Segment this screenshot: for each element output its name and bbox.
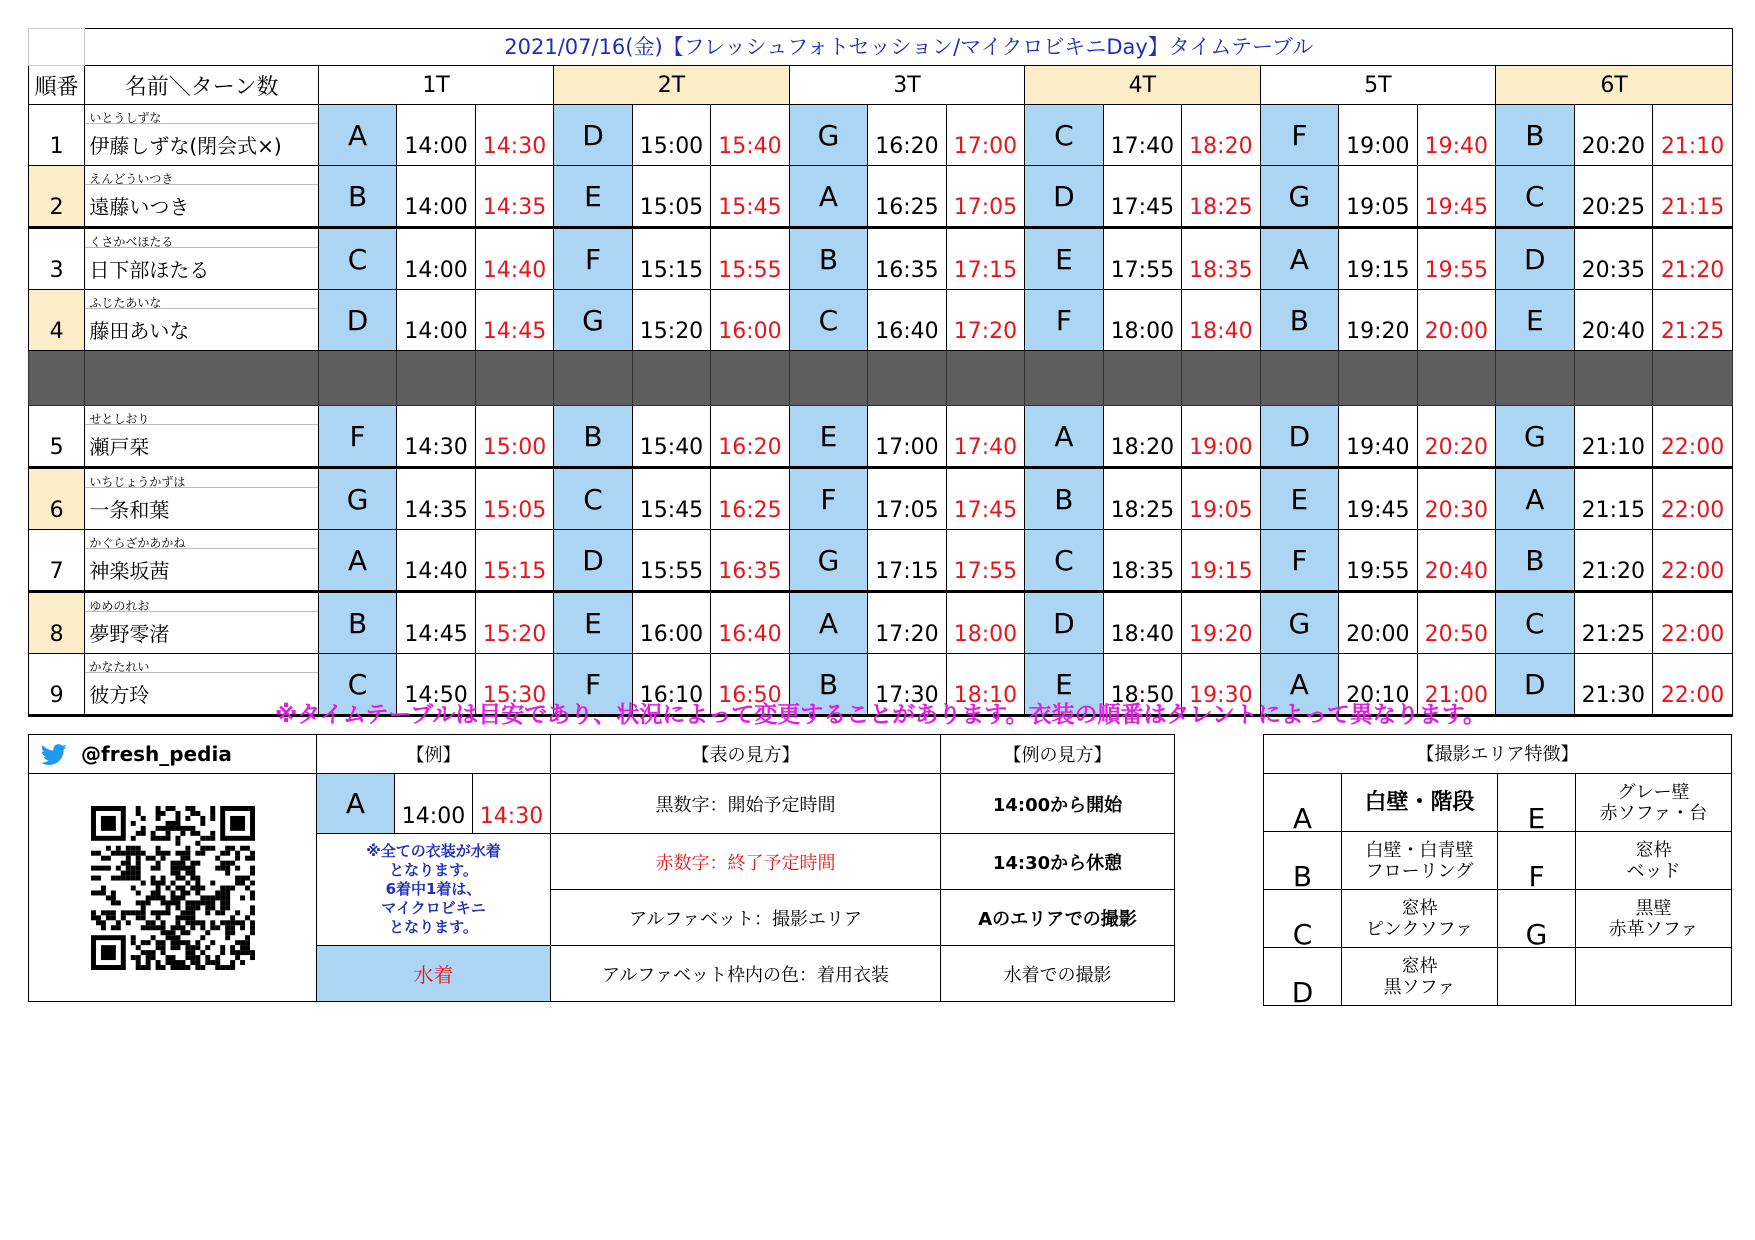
area-desc-line: 赤ソファ・台 [1599,802,1708,824]
start-time: 20:00 [1339,592,1417,654]
table-row [29,166,1733,228]
end-time: 19:30 [1182,654,1260,716]
performer-furigana: ゆめのれお [85,593,317,612]
table-row [29,530,1733,592]
start-time: 17:30 [868,654,946,716]
start-time: 17:55 [1103,228,1181,290]
area-slot: E [1025,654,1103,716]
end-time: 15:55 [711,228,789,290]
area-slot: D [1025,166,1103,228]
start-time: 16:25 [868,166,946,228]
area-letter: B [1264,832,1342,890]
performer-furigana: いちじょうかずは [85,469,317,488]
area-desc-line: 赤革ソファ [1608,918,1699,940]
end-time: 18:35 [1182,228,1260,290]
order-number: 5 [29,406,85,468]
performer-cell [85,228,318,290]
end-time: 15:20 [475,592,553,654]
performer-cell [85,290,318,351]
break-cell [1025,351,1103,406]
table-row [29,468,1733,530]
area-slot: G [1260,592,1338,654]
turn-header: 3T [789,66,1024,105]
area-slot: C [554,468,632,530]
start-time: 15:05 [632,166,710,228]
start-time: 15:45 [632,468,710,530]
start-time: 20:35 [1574,228,1652,290]
turn-header: 4T [1025,66,1260,105]
performer-furigana: せとしおり [85,406,317,425]
order-header: 順番 [29,66,85,105]
break-cell [946,351,1024,406]
break-cell [789,351,867,406]
area-slot: F [1260,530,1338,592]
end-time: 19:00 [1182,406,1260,468]
area-slot: E [1496,290,1574,351]
area-letter: F [1498,832,1576,890]
area-slot: E [554,166,632,228]
performer-furigana: えんどういつき [85,166,317,185]
end-time: 15:15 [475,530,553,592]
area-desc-line: ベッド [1626,860,1681,882]
performer-name: 伊藤しずな(閉会式×) [89,134,282,158]
start-time: 21:15 [1574,468,1652,530]
end-time: 14:35 [475,166,553,228]
area-slot: G [554,290,632,351]
performer-name: 瀬戸栞 [89,435,150,459]
order-number: 1 [29,105,85,166]
note-line: ※全ての衣装が水着 [366,842,501,860]
performer-name: 藤田あいな [89,319,190,343]
note-line: となります。 [389,918,478,936]
example-end: 14:30 [473,774,551,834]
break-cell [1339,351,1417,406]
end-time: 21:20 [1653,228,1733,290]
area-slot: A [1260,654,1338,716]
area-desc-line: グレー壁 [1617,781,1690,803]
end-time: 22:00 [1653,530,1733,592]
area-slot: G [1496,406,1574,468]
order-number: 9 [29,654,85,716]
timetable [28,28,1733,717]
start-time: 21:25 [1574,592,1652,654]
start-time: 17:40 [1103,105,1181,166]
area-slot: F [1260,105,1338,166]
start-time: 16:10 [632,654,710,716]
example-header: 【例】 [317,735,551,774]
turn-header: 6T [1496,66,1733,105]
end-time: 22:00 [1653,654,1733,716]
area-slot: B [1025,468,1103,530]
start-time: 18:35 [1103,530,1181,592]
start-time: 14:45 [397,592,475,654]
break-cell [29,351,85,406]
legend-desc: アルファベット：撮影エリア [551,890,941,946]
start-time: 21:10 [1574,406,1652,468]
area-slot: B [318,592,396,654]
area-slot: C [789,290,867,351]
area-letter: A [1264,774,1342,832]
break-cell [1103,351,1181,406]
area-slot: B [1496,530,1574,592]
table-row [29,406,1733,468]
timetable-sheet [28,28,1733,1009]
legend-example: 14:30から休憩 [941,834,1175,890]
area-slot: F [789,468,867,530]
twitter-handle-cell [29,735,317,774]
performer-cell [85,530,318,592]
end-time: 16:50 [711,654,789,716]
start-time: 19:55 [1339,530,1417,592]
start-time: 15:55 [632,530,710,592]
area-desc [1342,774,1498,832]
performer-name: 遠藤いつき [89,195,190,219]
end-time: 20:50 [1417,592,1495,654]
name-header: 名前＼ターン数 [85,66,318,105]
area-letter: D [1264,948,1342,1006]
area-header: 【撮影エリア特徴】 [1264,735,1732,774]
end-time: 22:00 [1653,592,1733,654]
performer-furigana: ふじたあいな [85,290,317,309]
table-row [29,290,1733,351]
end-time: 22:00 [1653,468,1733,530]
break-cell [397,351,475,406]
start-time: 15:20 [632,290,710,351]
end-time: 16:40 [711,592,789,654]
note-line: 6着中1着は、 [385,880,482,898]
area-slot: A [789,592,867,654]
area-slot: G [318,468,396,530]
area-letter: G [1498,890,1576,948]
end-time: 17:40 [946,406,1024,468]
end-time: 17:05 [946,166,1024,228]
performer-furigana: いとうしずな [85,105,317,124]
break-cell [868,351,946,406]
area-desc-line: 白壁・白青壁 [1365,839,1474,861]
area-slot: B [789,228,867,290]
start-time: 14:00 [397,290,475,351]
start-time: 19:15 [1339,228,1417,290]
turn-header: 5T [1260,66,1495,105]
start-time: 17:05 [868,468,946,530]
start-time: 14:35 [397,468,475,530]
end-time: 21:25 [1653,290,1733,351]
swimsuit-color-sample: 水着 [317,946,551,1002]
break-cell [1260,351,1338,406]
start-time: 14:00 [397,166,475,228]
area-desc [1342,948,1498,1006]
order-number: 2 [29,166,85,228]
order-number: 7 [29,530,85,592]
start-time: 18:40 [1103,592,1181,654]
area-desc-line: 窓枠 [1635,839,1672,861]
area-slot: B [789,654,867,716]
start-time: 14:00 [397,228,475,290]
area-letter: C [1264,890,1342,948]
area-slot: D [318,290,396,351]
break-cell [1182,351,1260,406]
end-time: 19:55 [1417,228,1495,290]
order-number: 4 [29,290,85,351]
order-number: 6 [29,468,85,530]
start-time: 21:30 [1574,654,1652,716]
end-time: 17:45 [946,468,1024,530]
area-slot: E [1260,468,1338,530]
example-slot: A [317,774,395,834]
break-cell [554,351,632,406]
break-cell [85,351,318,406]
break-cell [1653,351,1733,406]
area-slot: G [789,530,867,592]
page-title: 2021/07/16(金)【フレッシュフォトセッション/マイクロビキニDay】タイムテーブル [85,29,1733,66]
order-number: 8 [29,592,85,654]
start-time: 17:20 [868,592,946,654]
area-slot: E [554,592,632,654]
end-time: 14:45 [475,290,553,351]
note-line: マイクロビキニ [381,899,486,917]
end-time: 19:45 [1417,166,1495,228]
start-time: 18:20 [1103,406,1181,468]
end-time: 14:40 [475,228,553,290]
turn-header: 1T [318,66,553,105]
swimsuit-note [317,834,551,946]
start-time: 19:05 [1339,166,1417,228]
break-cell [1417,351,1495,406]
end-time: 20:30 [1417,468,1495,530]
end-time: 18:20 [1182,105,1260,166]
end-time: 18:25 [1182,166,1260,228]
how-to-read-header: 【表の見方】 [551,735,941,774]
end-time: 16:20 [711,406,789,468]
table-row [29,228,1733,290]
twitter-bird-icon [41,744,67,766]
example-start: 14:00 [395,774,473,834]
area-slot: G [1260,166,1338,228]
end-time: 17:15 [946,228,1024,290]
end-time: 20:20 [1417,406,1495,468]
performer-cell [85,105,318,166]
end-time: 16:00 [711,290,789,351]
start-time: 18:25 [1103,468,1181,530]
area-slot: A [1496,468,1574,530]
performer-cell [85,166,318,228]
performer-name: 神楽坂茜 [89,559,170,583]
end-time: 18:40 [1182,290,1260,351]
area-slot: A [318,530,396,592]
area-slot: D [1496,654,1574,716]
start-time: 20:20 [1574,105,1652,166]
start-time: 18:00 [1103,290,1181,351]
start-time: 14:40 [397,530,475,592]
area-slot: F [318,406,396,468]
break-cell [711,351,789,406]
table-row [29,592,1733,654]
area-empty [1576,948,1732,1006]
end-time: 15:30 [475,654,553,716]
break-cell [318,351,396,406]
start-time: 15:40 [632,406,710,468]
area-slot: D [1260,406,1338,468]
end-time: 14:30 [475,105,553,166]
performer-name: 彼方玲 [89,683,150,707]
area-desc-line: 白壁・階段 [1364,790,1475,815]
area-desc [1342,832,1498,890]
area-desc-line: 黒壁 [1635,897,1672,919]
area-table [1263,734,1732,1009]
start-time: 17:15 [868,530,946,592]
note-line: となります。 [389,861,478,879]
performer-cell [85,468,318,530]
example-read-header: 【例の見方】 [941,735,1175,774]
end-time: 17:55 [946,530,1024,592]
area-desc [1576,774,1732,832]
end-time: 15:00 [475,406,553,468]
legend-desc: 赤数字：終了予定時間 [551,834,941,890]
area-slot: D [1496,228,1574,290]
area-slot: F [1025,290,1103,351]
qr-code-icon[interactable] [91,806,255,970]
area-slot: F [554,654,632,716]
start-time: 16:20 [868,105,946,166]
end-time: 22:00 [1653,406,1733,468]
area-slot: C [1496,166,1574,228]
area-desc-line: ピンクソファ [1365,918,1474,940]
end-time: 15:45 [711,166,789,228]
twitter-handle: @fresh_pedia [81,741,232,766]
start-time: 15:15 [632,228,710,290]
area-slot: B [1496,105,1574,166]
area-slot: E [1025,228,1103,290]
area-desc [1576,890,1732,948]
start-time: 17:00 [868,406,946,468]
start-time: 19:00 [1339,105,1417,166]
area-slot: B [1260,290,1338,351]
area-slot: C [318,228,396,290]
start-time: 20:40 [1574,290,1652,351]
end-time: 21:15 [1653,166,1733,228]
start-time: 14:50 [397,654,475,716]
performer-furigana: かぐらざかあかね [85,530,317,549]
start-time: 14:00 [397,105,475,166]
performer-furigana: くさかべほたる [85,229,317,248]
start-time: 18:50 [1103,654,1181,716]
area-slot: C [318,654,396,716]
area-slot: G [789,105,867,166]
end-time: 21:10 [1653,105,1733,166]
performer-cell [85,406,318,468]
corner-cell [29,29,85,66]
end-time: 19:20 [1182,592,1260,654]
legend-example: Aのエリアでの撮影 [941,890,1175,946]
area-slot: A [318,105,396,166]
area-slot: F [554,228,632,290]
area-desc-line: フローリング [1365,860,1474,882]
end-time: 19:05 [1182,468,1260,530]
performer-name: 夢野零渚 [89,622,170,646]
notice-text: ※タイムテーブルは目安であり、状況によって変更することがあります。衣装の順番はタレントによって異なります。 [274,702,1487,728]
end-time: 19:40 [1417,105,1495,166]
area-slot: A [1260,228,1338,290]
start-time: 16:00 [632,592,710,654]
area-slot: A [1025,406,1103,468]
legend-example: 水着での撮影 [941,946,1175,1002]
break-cell [475,351,553,406]
end-time: 16:35 [711,530,789,592]
turn-header: 2T [554,66,789,105]
end-time: 16:25 [711,468,789,530]
end-time: 20:40 [1417,530,1495,592]
area-slot: D [554,530,632,592]
start-time: 20:25 [1574,166,1652,228]
area-desc [1576,832,1732,890]
legend-table [28,734,1175,1002]
start-time: 17:45 [1103,166,1181,228]
end-time: 20:00 [1417,290,1495,351]
legend-desc: アルファベット枠内の色：着用衣装 [551,946,941,1002]
area-desc-line: 黒ソファ [1383,976,1456,998]
start-time: 16:35 [868,228,946,290]
end-time: 15:40 [711,105,789,166]
area-slot: A [789,166,867,228]
start-time: 14:30 [397,406,475,468]
start-time: 15:00 [632,105,710,166]
break-cell [632,351,710,406]
area-desc-line: 窓枠 [1401,897,1438,919]
area-desc [1342,890,1498,948]
table-row [29,105,1733,166]
end-time: 15:05 [475,468,553,530]
area-slot: C [1496,592,1574,654]
legend-desc: 黒数字：開始予定時間 [551,774,941,834]
end-time: 19:15 [1182,530,1260,592]
performer-cell [85,592,318,654]
start-time: 20:10 [1339,654,1417,716]
start-time: 19:40 [1339,406,1417,468]
end-time: 21:00 [1417,654,1495,716]
order-number: 3 [29,228,85,290]
break-cell [1496,351,1574,406]
area-slot: D [554,105,632,166]
area-slot: D [1025,592,1103,654]
performer-name: 日下部ほたる [89,258,210,282]
end-time: 18:10 [946,654,1024,716]
start-time: 19:45 [1339,468,1417,530]
area-slot: C [1025,530,1103,592]
start-time: 16:40 [868,290,946,351]
performer-furigana: かなたれい [85,654,317,673]
break-row [29,351,1733,406]
end-time: 17:20 [946,290,1024,351]
start-time: 19:20 [1339,290,1417,351]
area-slot: B [554,406,632,468]
area-slot: E [789,406,867,468]
area-desc-line: 窓枠 [1401,955,1438,977]
qr-cell [29,774,317,1002]
performer-name: 一条和葉 [89,498,170,522]
area-letter: E [1498,774,1576,832]
start-time: 21:20 [1574,530,1652,592]
area-slot: B [318,166,396,228]
legend-example: 14:00から開始 [941,774,1175,834]
break-cell [1574,351,1652,406]
area-slot: C [1025,105,1103,166]
end-time: 18:00 [946,592,1024,654]
end-time: 17:00 [946,105,1024,166]
area-empty [1498,948,1576,1006]
